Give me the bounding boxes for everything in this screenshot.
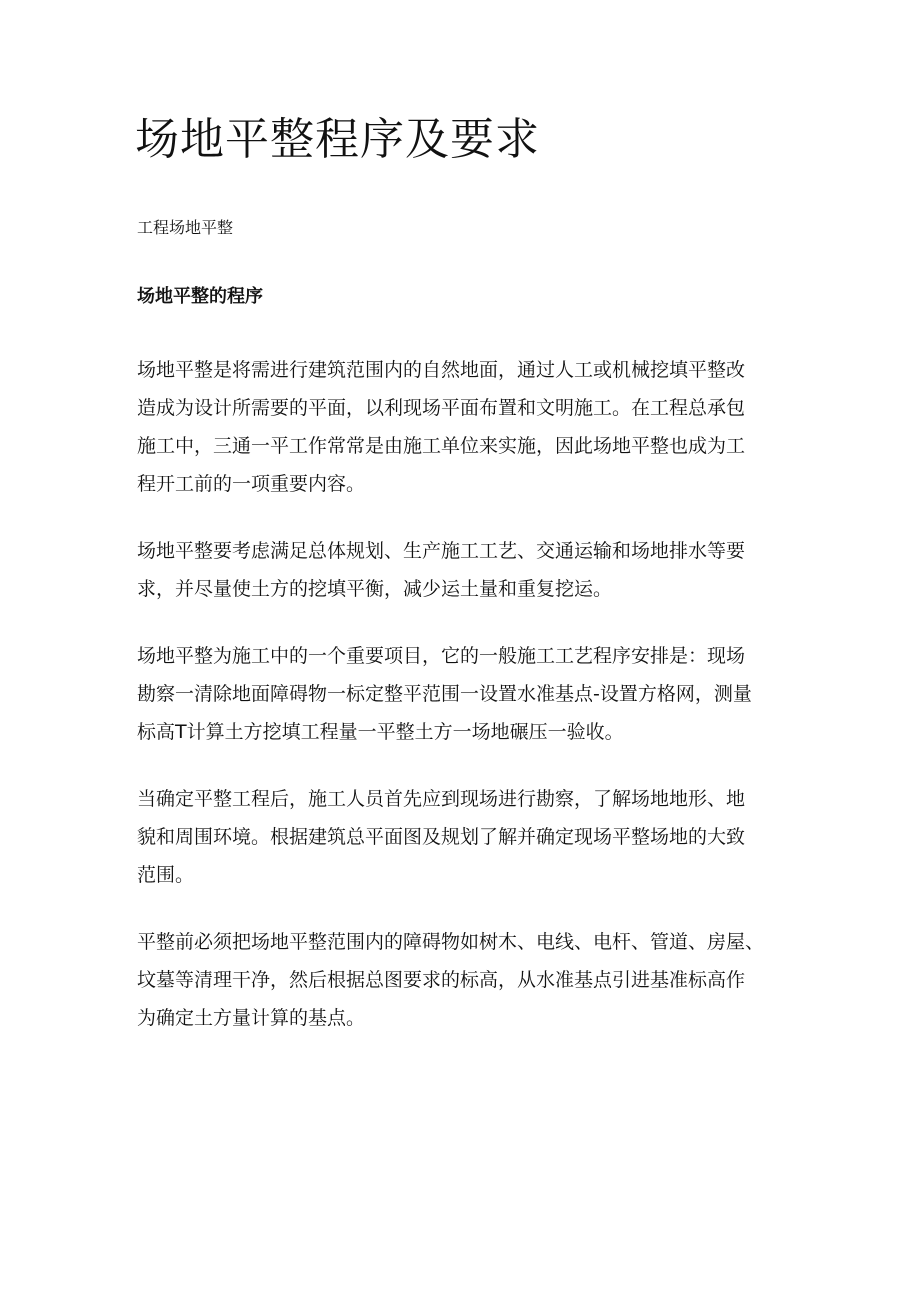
paragraph-2 xyxy=(137,532,797,608)
paragraph-line: 范围。 xyxy=(137,864,195,886)
paragraph-line: 勘察一清除地面障碍物一标定整平范围一设置水准基点-设置方格网，测量 xyxy=(137,683,752,705)
paragraph-line: 造成为设计所需要的平面，以利现场平面布置和文明施工。在工程总承包 xyxy=(137,397,746,419)
document-title: 场地平整程序及要求 xyxy=(135,114,540,165)
paragraph-line: 场地平整要考虑满足总体规划、生产施工工艺、交通运输和场地排水等要 xyxy=(137,540,746,562)
paragraph-line: 场地平整为施工中的一个重要项目，它的一般施工工艺程序安排是：现场 xyxy=(137,645,746,667)
document-body xyxy=(137,351,797,1066)
paragraph-line: 貌和周围环境。根据建筑总平面图及规划了解并确定现场平整场地的大致 xyxy=(137,826,746,848)
paragraph-line: 标高T计算土方挖填工程量一平整土方一场地碾压一验收。 xyxy=(137,721,624,743)
paragraph-4 xyxy=(137,780,797,894)
paragraph-line: 施工中，三通一平工作常常是由施工单位来实施，因此场地平整也成为工 xyxy=(137,435,746,457)
document-subtitle: 工程场地平整 xyxy=(137,218,234,237)
paragraph-1 xyxy=(137,351,797,503)
paragraph-line: 为确定土方量计算的基点。 xyxy=(137,1007,366,1029)
paragraph-5 xyxy=(137,923,797,1037)
paragraph-line: 场地平整是将需进行建筑范围内的自然地面，通过人工或机械挖填平整改 xyxy=(137,359,746,381)
paragraph-line: 平整前必须把场地平整范围内的障碍物如树木、电线、电杆、管道、房屋、 xyxy=(137,931,765,953)
paragraph-line: 求，并尽量使土方的挖填平衡，减少运土量和重复挖运。 xyxy=(137,578,613,600)
paragraph-line: 坟墓等清理干净，然后根据总图要求的标高，从水准基点引进基准标高作 xyxy=(137,969,746,991)
paragraph-line: 程开工前的一项重要内容。 xyxy=(137,473,366,495)
paragraph-3 xyxy=(137,637,797,751)
section-heading: 场地平整的程序 xyxy=(137,286,263,307)
paragraph-line: 当确定平整工程后，施工人员首先应到现场进行勘察，了解场地地形、地 xyxy=(137,788,746,810)
